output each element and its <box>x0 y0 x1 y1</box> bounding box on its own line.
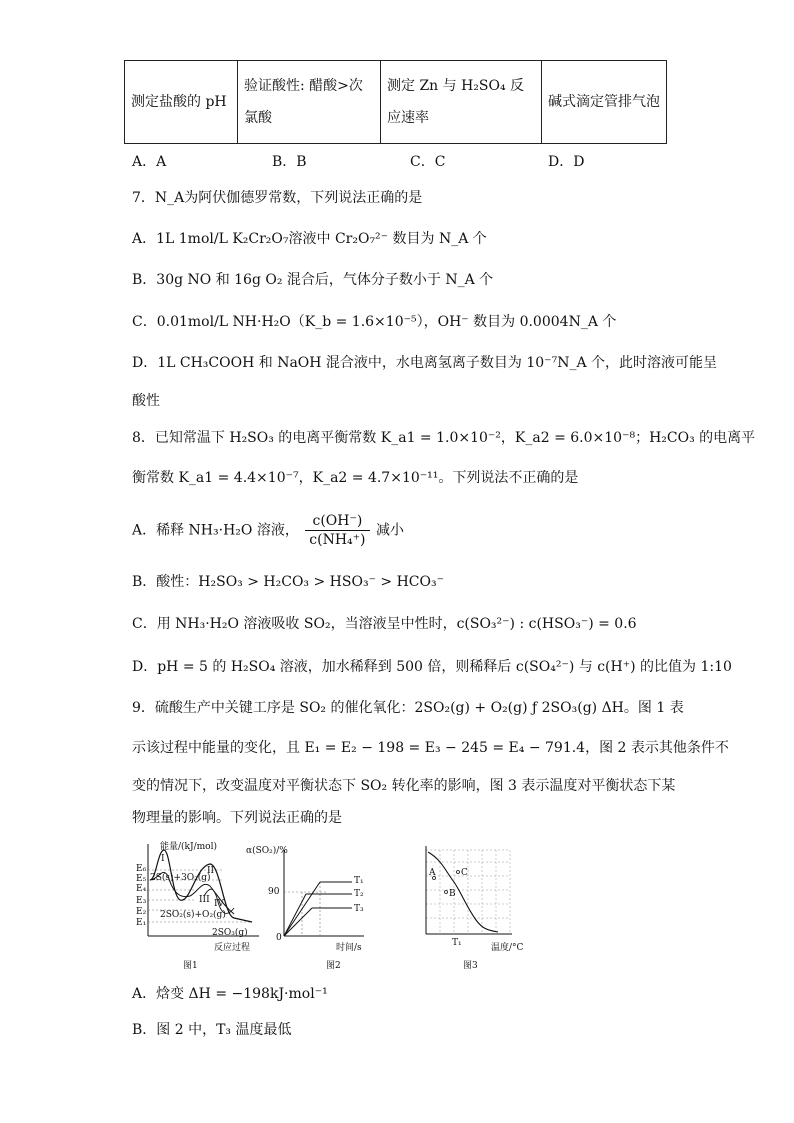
table-cell-2: 验证酸性: 醋酸>次氯酸 <box>238 61 381 144</box>
q9-line-2: 示该过程中能量的变化，且 E₁ = E₂ − 198 = E₃ − 245 = E₄ − 791.4，图 2 表示其他条件不 <box>132 740 729 756</box>
fig3-xlabel: 温度/°C <box>491 943 524 953</box>
fig3-point-c: C <box>461 868 468 878</box>
q7-option-c: C．0.01mol/L NH·H₂O（K_b = 1.6×10⁻⁵），OH⁻ 数目为 0.0004N_A 个 <box>132 314 617 330</box>
fig3-xtick-t1: T₁ <box>452 938 462 948</box>
q9-option-b: B．图 2 中，T₃ 温度最低 <box>132 1022 292 1038</box>
q8-option-c: C．用 NH₃·H₂O 溶液吸收 SO₂，当溶液呈中性时，c(SO₃²⁻) : c(HSO₃⁻) = 0.6 <box>132 616 637 632</box>
fig1-state-mid: 2SO₂(s)+O₂(g) <box>160 910 226 920</box>
fig1-curve-ii: II <box>207 866 215 876</box>
q7-option-b: B．30g NO 和 16g O₂ 混合后，气体分子数小于 N_A 个 <box>132 272 494 288</box>
q8-a-fraction <box>305 512 369 549</box>
table-cell-3: 测定 Zn 与 H₂SO₄ 反应速率 <box>381 61 542 144</box>
figure-2 <box>276 846 366 946</box>
fig1-e5: E₅ <box>136 874 147 884</box>
fig2-caption: 图2 <box>326 961 341 971</box>
q8-a-suffix: 减小 <box>375 522 404 539</box>
fig1-curve-iv: IV <box>214 899 225 909</box>
fig1-caption: 图1 <box>183 961 198 971</box>
q9-line-1: 9．硫酸生产中关键工序是 SO₂ 的催化氧化：2SO₂(g) + O₂(g) ƒ 2SO₃(g) ΔH。图 1 表 <box>132 700 684 716</box>
fig1-e6: E₆ <box>136 864 147 874</box>
q7-option-a: A．1L 1mol/L K₂Cr₂O₇溶液中 Cr₂O₇²⁻ 数目为 N_A 个 <box>132 231 487 247</box>
q7-stem: 7．N_A为阿伏伽德罗常数，下列说法正确的是 <box>132 190 423 206</box>
table-cell-1: 测定盐酸的 pH <box>125 61 238 144</box>
q8-stem-2: 衡常数 K_a1 = 4.4×10⁻⁷，K_a2 = 4.7×10⁻¹¹。下列说法不正确的是 <box>132 470 579 486</box>
fig3-point-a: A <box>429 868 436 878</box>
fig2-series-t2: T₂ <box>354 889 364 899</box>
choice-d: D．D <box>548 154 585 170</box>
q8-option-d: D．pH = 5 的 H₂SO₄ 溶液，加水稀释到 500 倍，则稀释后 c(SO₄²⁻) 与 c(H⁺) 的比值为 1:10 <box>132 659 732 675</box>
fig1-e4: E₄ <box>136 884 147 894</box>
q8-option-a <box>132 512 404 549</box>
q8-a-denominator: c(NH₄⁺) <box>309 532 366 548</box>
fig1-e2: E₂ <box>136 907 147 917</box>
q8-option-b: B．酸性：H₂SO₃ > H₂CO₃ > HSO₃⁻ > HCO₃⁻ <box>132 574 444 590</box>
q9-option-a: A．焓变 ΔH = −198kJ·mol⁻¹ <box>132 986 328 1002</box>
q8-a-prefix: A．稀释 NH₃·H₂O 溶液， <box>132 522 299 539</box>
experiment-table <box>124 60 667 144</box>
fig1-state-bot: 2SO₃(g) <box>212 928 248 938</box>
q9-line-3: 变的情况下，改变温度对平衡状态下 SO₂ 转化率的影响，图 3 表示温度对平衡状态下某 <box>132 778 676 794</box>
fig1-e1: E₁ <box>136 918 147 928</box>
fig3-caption: 图3 <box>463 961 478 971</box>
q9-line-4: 物理量的影响。下列说法正确的是 <box>132 810 342 826</box>
fig1-state-top: 2S(s)+3O₂(g) <box>150 873 211 883</box>
fig2-series-t3: T₃ <box>354 904 364 914</box>
choice-b: B．B <box>272 154 307 170</box>
fig2-xlabel: 时间/s <box>336 943 362 953</box>
fig2-origin: 0 <box>276 933 282 943</box>
q8-a-numerator: c(OH⁻) <box>305 512 369 531</box>
fig2-series-t1: T₁ <box>354 876 364 886</box>
choice-c: C．C <box>410 154 446 170</box>
table-cell-4: 碱式滴定管排气泡 <box>542 61 667 144</box>
choice-a: A．A <box>132 154 167 170</box>
q7-option-d: D．1L CH₃COOH 和 NaOH 混合液中，水电离氢离子数目为 10⁻⁷N_A 个，此时溶液可能呈 <box>132 355 717 371</box>
fig3-point-b: B <box>449 889 456 899</box>
q7-option-d-cont: 酸性 <box>132 393 160 409</box>
q8-stem-1: 8．已知常温下 H₂SO₃ 的电离平衡常数 K_a1 = 1.0×10⁻²，K_a2 = 6.0×10⁻⁸；H₂CO₃ 的电离平 <box>132 430 756 446</box>
fig2-ytick-90: 90 <box>268 887 280 897</box>
fig1-ylabel: 能量/(kJ/mol) <box>160 842 217 852</box>
figure-3 <box>416 842 516 942</box>
fig1-xlabel: 反应过程 <box>214 943 251 953</box>
fig1-curve-i: I <box>161 854 165 864</box>
fig2-ylabel: α(SO₂)/% <box>246 846 288 856</box>
fig1-curve-iii: III <box>199 895 210 905</box>
fig1-e3: E₃ <box>136 896 147 906</box>
